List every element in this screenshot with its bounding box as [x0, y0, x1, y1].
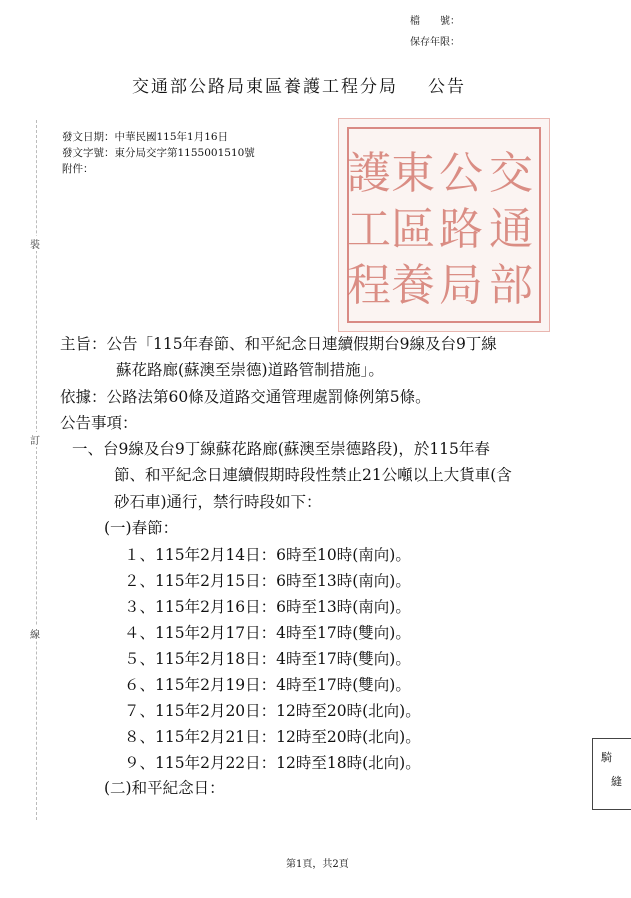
cross-page-stamp-text: 縫	[611, 775, 622, 788]
file-number-label: 檔 號：	[410, 16, 460, 27]
schedule-item: ９、115年2月22日：12時至18時(北向)。	[124, 754, 421, 772]
seal-glyph: 路	[439, 204, 483, 255]
schedule-item: ３、115年2月16日：6時至13時(南向)。	[124, 598, 411, 616]
seal-glyph: 東	[391, 148, 435, 199]
seal-glyph: 區	[391, 204, 435, 255]
schedule-item: １、115年2月14日：6時至10時(南向)。	[124, 546, 411, 564]
issue-date: 發文日期：中華民國115年1月16日	[62, 131, 229, 143]
item-line: 一、台9線及台9丁線蘇花路廊(蘇澳至崇德路段)，於115年春	[72, 440, 490, 458]
schedule-item: ６、115年2月19日：4時至17時(雙向)。	[124, 676, 411, 694]
sub-heading: (一)春節：	[104, 519, 179, 537]
binding-mark: 裝	[30, 236, 40, 251]
binding-line	[36, 120, 37, 820]
schedule-item: ４、115年2月17日：4時至17時(雙向)。	[124, 624, 411, 642]
schedule-item: ７、115年2月20日：12時至20時(北向)。	[124, 702, 421, 720]
seal-glyph: 護	[347, 148, 391, 199]
item-line: 節、和平紀念日連續假期時段性禁止21公噸以上大貨車(含	[114, 466, 512, 484]
schedule-item: ８、115年2月21日：12時至20時(北向)。	[124, 728, 421, 746]
doc-type-title: 公告	[428, 77, 466, 97]
schedule-item: ５、115年2月18日：4時至17時(雙向)。	[124, 650, 411, 668]
basis-line: 依據：公路法第60條及道路交通管理處罰條例第5條。	[60, 388, 431, 406]
seal-glyph: 公	[439, 148, 483, 199]
seal-glyph: 局	[439, 260, 483, 311]
attachment-label: 附件：	[62, 163, 94, 175]
agency-title: 交通部公路局東區養護工程分局	[132, 77, 398, 97]
cross-page-stamp	[592, 738, 631, 810]
seal-glyph: 通	[489, 204, 533, 255]
document-number: 發文字號：東分局交字第1155001510號	[62, 147, 255, 159]
retention-period-label: 保存年限：	[410, 37, 460, 48]
sub-heading: (二)和平紀念日：	[104, 779, 225, 797]
subject-line: 蘇花路廊(蘇澳至崇德)道路管制措施」。	[116, 361, 384, 379]
notice-heading: 公告事項：	[60, 414, 138, 432]
schedule-item: ２、115年2月15日：6時至13時(南向)。	[124, 572, 411, 590]
seal-glyph: 程	[347, 260, 391, 311]
seal-glyph: 養	[391, 260, 435, 311]
seal-glyph: 工	[347, 204, 391, 255]
page-number: 第1頁，共2頁	[286, 859, 349, 870]
item-line: 砂石車)通行，禁行時段如下：	[114, 493, 322, 511]
subject-line: 主旨：公告「115年春節、和平紀念日連續假期台9線及台9丁線	[60, 335, 497, 353]
binding-mark: 線	[30, 626, 40, 641]
seal-glyph: 部	[489, 260, 533, 311]
cross-page-stamp-text: 騎	[601, 751, 612, 764]
binding-mark: 訂	[30, 432, 40, 447]
official-seal	[338, 118, 550, 332]
seal-glyph: 交	[489, 148, 533, 199]
